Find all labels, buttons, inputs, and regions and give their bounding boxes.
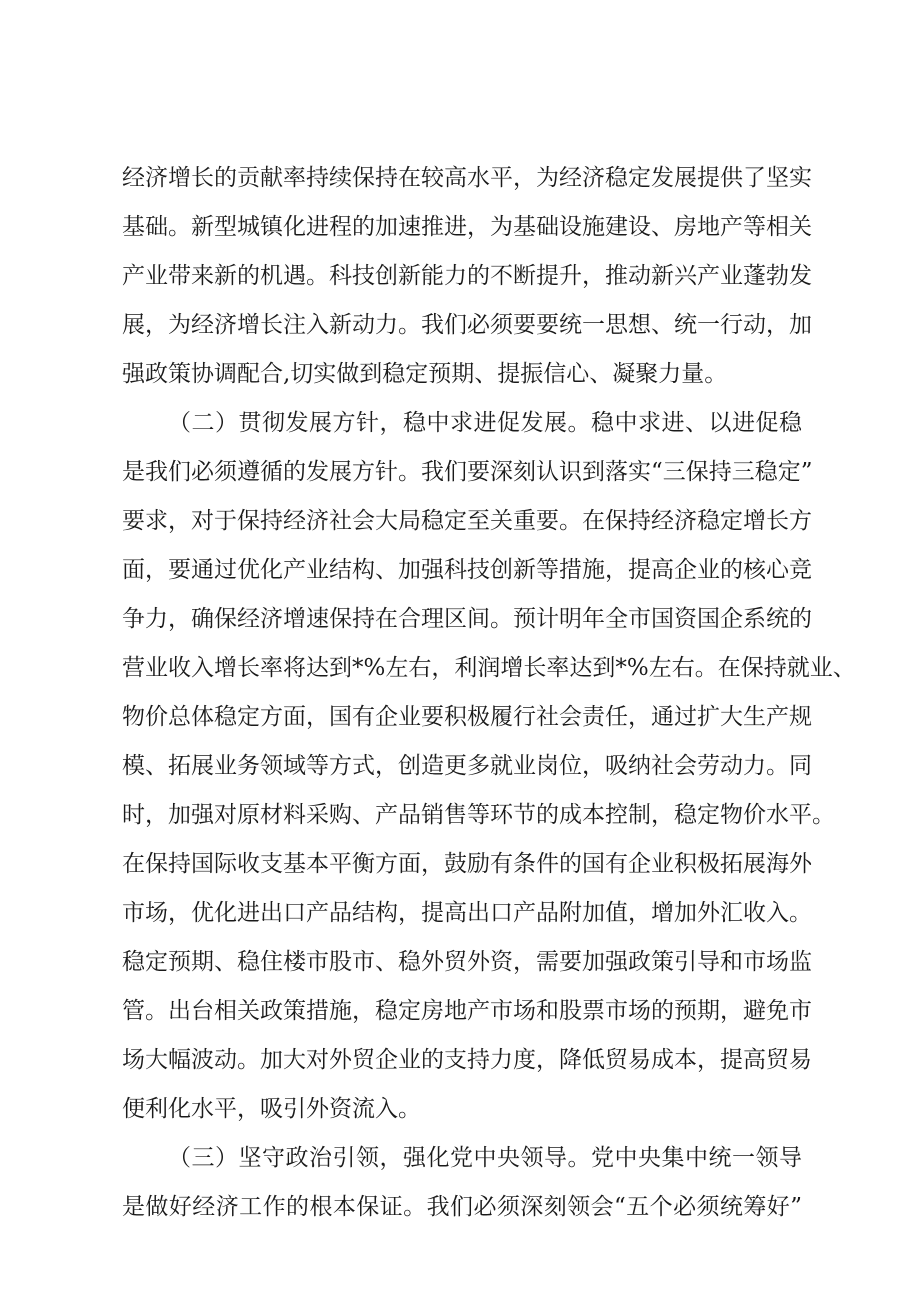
text-line: 产业带来新的机遇。科技创新能力的不断提升，推动新兴产业蓬勃发 xyxy=(122,263,812,289)
section-heading-line: （二）贯彻发展方针，稳中求进促发展。稳中求进、以进促稳 xyxy=(168,410,802,436)
text-line: 营业收入增长率将达到*%左右，利润增长率达到*%左右。在保持就业、 xyxy=(122,655,856,681)
text-line: 物价总体稳定方面，国有企业要积极履行社会责任，通过扩大生产规 xyxy=(122,704,812,730)
text-line: 便利化水平，吸引外资流入。 xyxy=(122,1096,421,1122)
text-line: 争力，确保经济增速保持在合理区间。预计明年全市国资国企系统的 xyxy=(122,606,812,632)
text-line: 时，加强对原材料采购、产品销售等环节的成本控制，稳定物价水平。 xyxy=(122,802,835,828)
text-line: 是做好经济工作的根本保证。我们必须深刻领会“五个必须统筹好” xyxy=(122,1194,802,1220)
text-line: 要求，对于保持经济社会大局稳定至关重要。在保持经济稳定增长方 xyxy=(122,508,812,534)
text-line: 市场，优化进出口产品结构，提高出口产品附加值，增加外汇收入。 xyxy=(122,900,812,926)
section-heading-line: （三）坚守政治引领，强化党中央领导。党中央集中统一领导 xyxy=(168,1145,802,1171)
text-line: 在保持国际收支基本平衡方面，鼓励有条件的国有企业积极拓展海外 xyxy=(122,851,812,877)
text-line: 展，为经济增长注入新动力。我们必须要要统一思想、统一行动，加 xyxy=(122,312,812,338)
text-line: 是我们必须遵循的发展方针。我们要深刻认识到落实“三保持三稳定” xyxy=(122,459,813,485)
text-line: 基础。新型城镇化进程的加速推进，为基础设施建设、房地产等相关 xyxy=(122,214,812,240)
text-line: 经济增长的贡献率持续保持在较高水平，为经济稳定发展提供了坚实 xyxy=(122,165,812,191)
text-line: 稳定预期、稳住楼市股市、稳外贸外资，需要加强政策引导和市场监 xyxy=(122,949,812,975)
text-line: 模、拓展业务领域等方式，创造更多就业岗位，吸纳社会劳动力。同 xyxy=(122,753,812,779)
text-line: 面，要通过优化产业结构、加强科技创新等措施，提高企业的核心竞 xyxy=(122,557,812,583)
text-line: 管。出台相关政策措施，稳定房地产市场和股票市场的预期，避免市 xyxy=(122,998,812,1024)
text-line: 场大幅波动。加大对外贸企业的支持力度，降低贸易成本，提高贸易 xyxy=(122,1047,812,1073)
text-line: 强政策协调配合,切实做到稳定预期、提振信心、凝聚力量。 xyxy=(122,361,728,387)
